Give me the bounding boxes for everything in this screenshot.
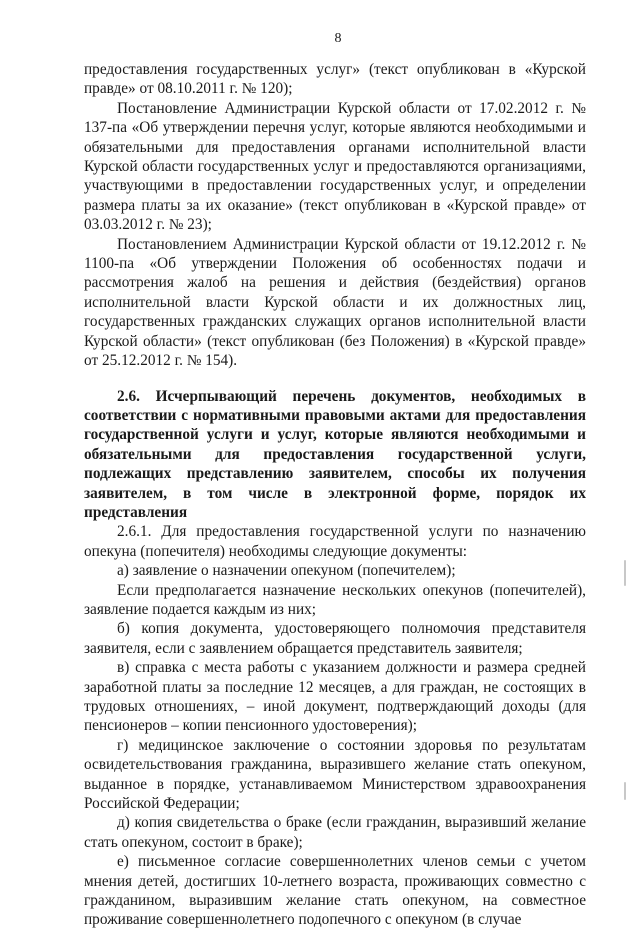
paragraph-resolution-1100pa: Постановлением Администрации Курской области от 19.12.2012 г. № 1100-па «Об утверждении Положения об особенностях подачи и рассмотрения жалоб на решения и действия (бездействия) органов исполнительной власти Курской области и их должностных лиц, государственных гражданских служащих органов исполнительной власти Курской области» (текст опубликован (без Положения) в «Курской правде» от 25.12.2012 г. № 154). [84,235,586,370]
list-item-g: г) медицинское заключение о состоянии здоровья по результатам освидетельствования гражданина, выразившего желание стать опекуном, выданное в порядке, устанавливаемом Министерством здравоохранения Российской Федерации; [84,736,586,813]
paragraph-2-6-1: 2.6.1. Для предоставления государственной услуги по назначению опекуна (попечителя) необходимы следующие документы: [84,523,586,560]
paragraph-multiple-guardians: Если предполагается назначение нескольких опекунов (попечителей), заявление подается каждым из них; [84,581,586,618]
paragraph-continuation: предоставления государственных услуг» (текст опубликован в «Курской правде» от 08.10.2011 г. № 120); [84,61,586,98]
section-heading-2-6: 2.6. Исчерпывающий перечень документов, необходимых в соответствии с нормативными правовыми актами для предоставления государственной услуги и услуг, которые являются необходимыми и обязательными для предоставления государственной услуги, подлежащих представлению заявителем, способы их получения заявителем, в том числе в электронной форме, порядок их представления [84,387,586,521]
scan-artifact-mark [624,782,626,800]
list-item-a: а) заявление о назначении опекуном (попечителем); [117,562,456,580]
page-number: 8 [334,31,342,46]
list-item-d: д) копия свидетельства о браке (если гражданин, выразивший желание стать опекуном, состоит в браке); [84,814,586,851]
list-item-e: е) письменное согласие совершеннолетних членов семьи с учетом мнения детей, достигших 10-летнего возраста, проживающих совместно с гражданином, выразившим желание стать опекуном, на совместное проживание совершеннолетнего подопечного с опекуном (в случае [84,853,586,929]
list-item-b: б) копия документа, удостоверяющего полномочия представителя заявителя, если с заявлением обращается представитель заявителя; [84,620,586,657]
paragraph-resolution-137pa: Постановление Администрации Курской области от 17.02.2012 г. № 137-па «Об утверждении перечня услуг, которые являются необходимыми и обязательными для предоставления органами исполнительной власти Курской области государственных услуг и предоставляются организациями, участвующими в предоставлении государственных услуг, и определении размера платы за их оказание» (текст опубликован в «Курской правде» от 03.03.2012 г. № 23); [84,99,586,234]
document-body [84,60,586,930]
scan-artifact-mark [624,560,626,586]
list-item-v: в) справка с места работы с указанием должности и размера средней заработной платы за последние 12 месяцев, а для граждан, не состоящих в трудовых отношениях, – иной документ, подтверждающий доходы (для пенсионеров – копии пенсионного удостоверения); [84,659,586,735]
